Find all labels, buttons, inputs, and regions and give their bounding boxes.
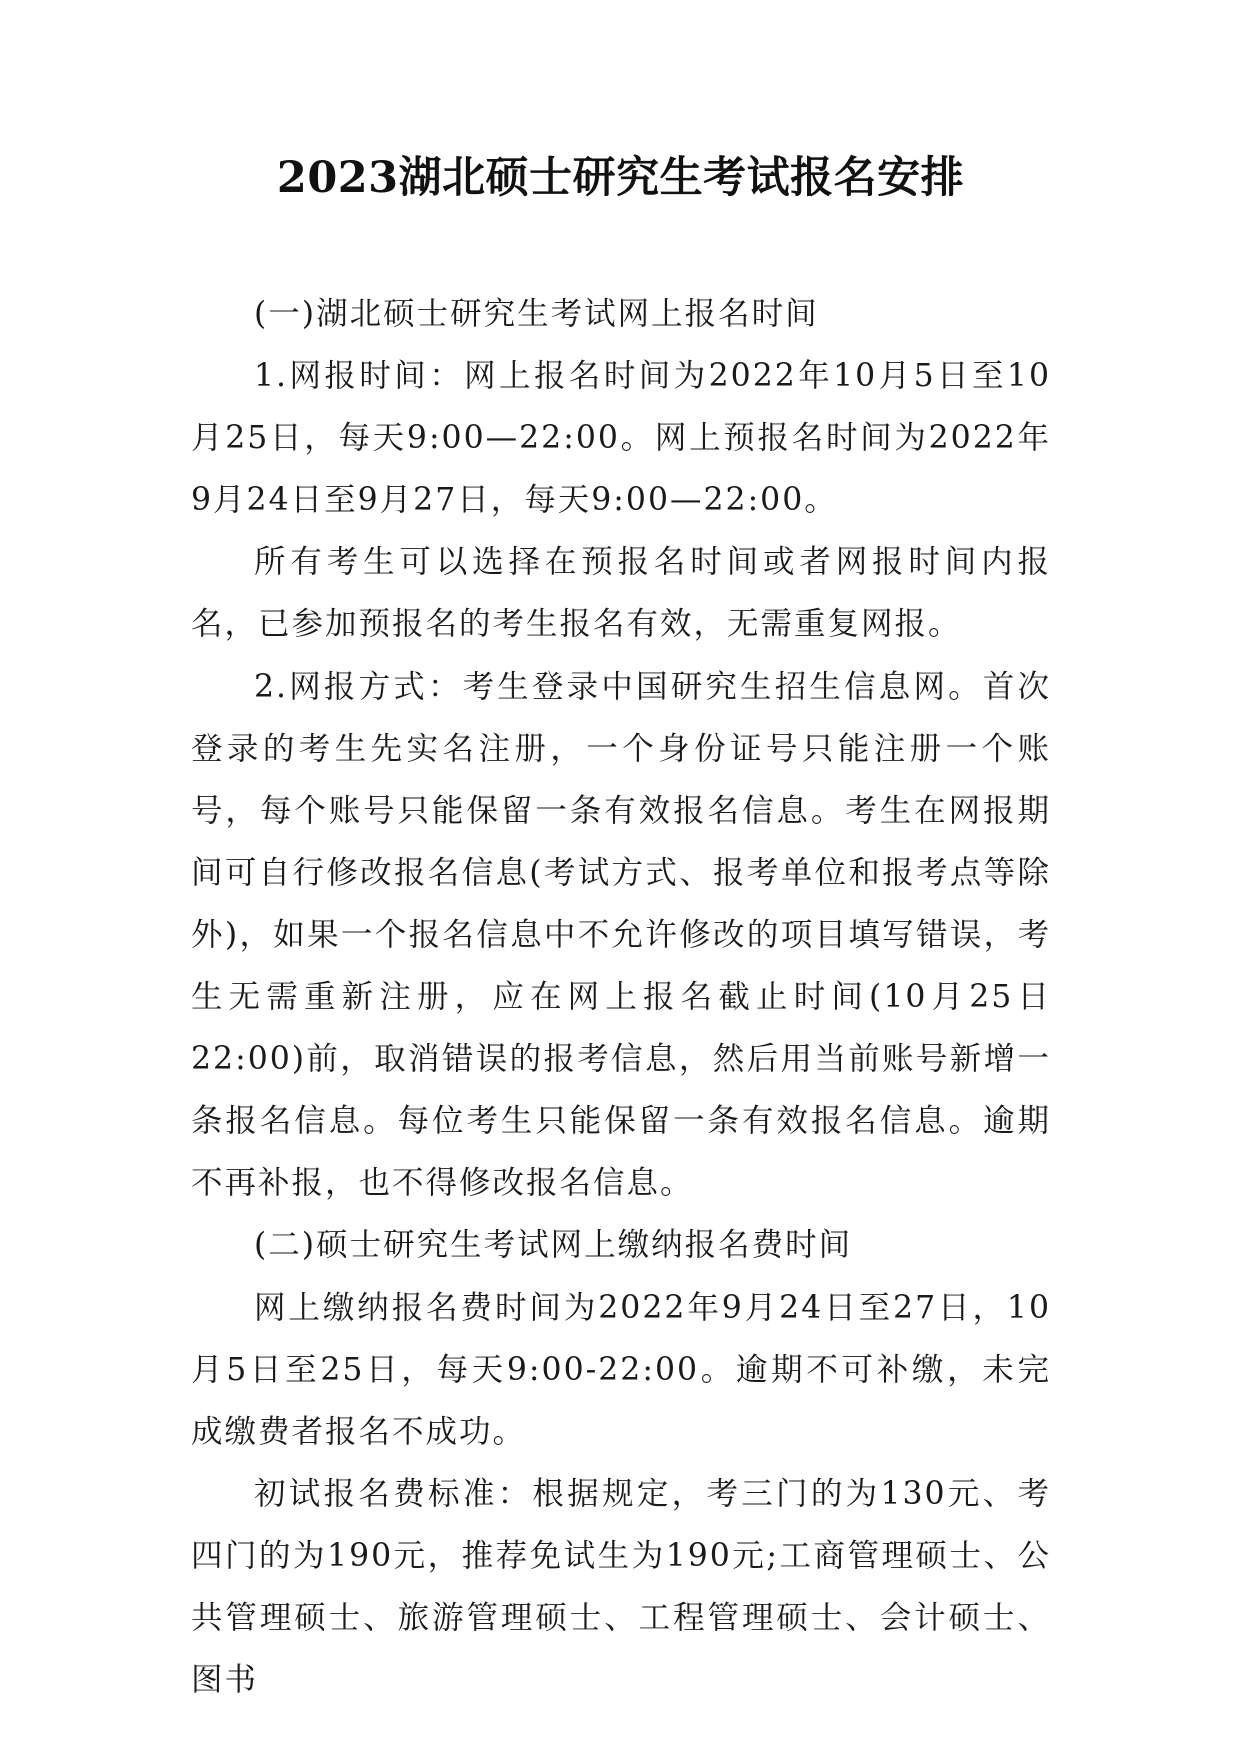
- section-heading-fee-payment-time: (二)硕士研究生考试网上缴纳报名费时间: [254, 1227, 853, 1264]
- paragraph-pre-registration-validity: 所有考生可以选择在预报名时间或者网报时间内报名，已参加预报名的考生报名有效，无需重复网报。: [191, 544, 1051, 643]
- paragraph-fee-payment-dates: 网上缴纳报名费时间为2022年9月24日至27日，10月5日至25日，每天9:00-22:00。逾期不可补缴，未完成缴费者报名不成功。: [191, 1289, 1051, 1450]
- paragraph-fee-standard: 初试报名费标准：根据规定，考三门的为130元、考四门的为190元，推荐免试生为190元;工商管理硕士、公共管理硕士、旅游管理硕士、工程管理硕士、会计硕士、图书: [191, 1475, 1051, 1699]
- section-heading-online-registration-time: (一)湖北硕士研究生考试网上报名时间: [254, 296, 819, 332]
- paragraph-registration-method: 2.网报方式：考生登录中国研究生招生信息网。首次登录的考生先实名注册，一个身份证号只能注册一个账号，每个账号只能保留一条有效报名信息。考生在网报期间可自行修改报名信息(考试方式、报考单位和报考点等除外)，如果一个报名信息中不允许修改的项目填写错误，考生无需重新注册，应在网上报名截止时间(10月25日22:00)前，取消错误的报考信息，然后用当前账号新增一条报名信息。每位考生只能保留一条有效报名信息。逾期不再补报，也不得修改报名信息。: [191, 668, 1051, 1202]
- document-title: 2023湖北硕士研究生考试报名安排: [276, 153, 965, 203]
- paragraph-registration-dates: 1.网报时间：网上报名时间为2022年10月5日至10月25日，每天9:00—22:00。网上预报名时间为2022年9月24日至9月27日，每天9:00—22:00。: [191, 358, 1051, 519]
- document-body: [191, 283, 1051, 1711]
